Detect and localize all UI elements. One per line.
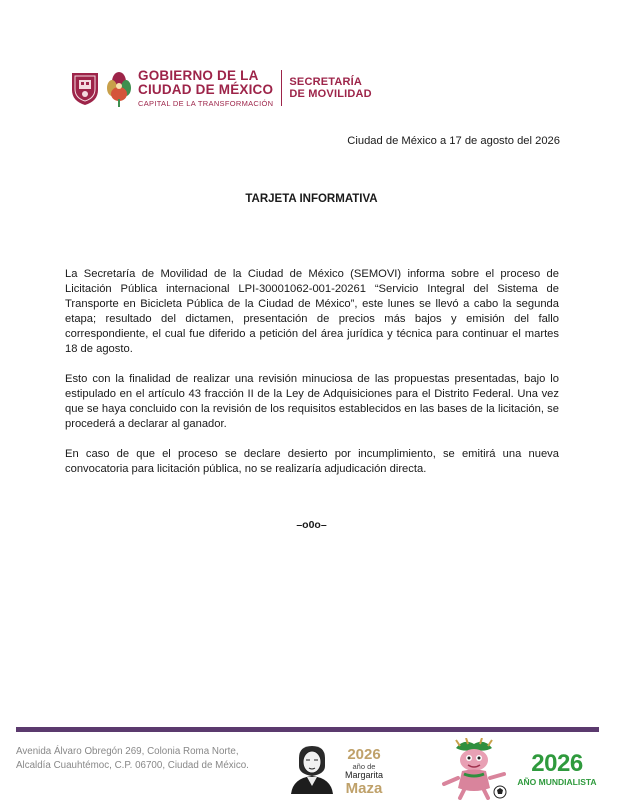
maza-ano-de: año de	[352, 762, 376, 771]
maza-last-name: Maza	[345, 779, 383, 797]
address-line-1: Avenida Álvaro Obregón 269, Colonia Roma Norte,	[16, 746, 239, 757]
paragraph-2: Esto con la finalidad de realizar una revisión minuciosa de las propuestas presentadas, bajo lo estipulado en el artículo 43 fracción II de la Ley de Adquisiciones para el Distrito Federal. Una vez que se haya concluido con la revisión de los requisitos establecidos en las bases de la licitación, se procederá a declarar al ganador.	[65, 373, 559, 430]
header-divider	[281, 70, 282, 106]
mundial-label: AÑO MUNDIALISTA	[517, 777, 597, 787]
government-name	[138, 69, 273, 108]
letterhead	[70, 67, 372, 109]
cdmx-crest-logo	[70, 70, 100, 106]
paragraph-3: En caso de que el proceso se declare desierto por incumplimiento, se emitirá una nueva convocatoria para licitación pública, no se realizaría adjudicación directa.	[65, 448, 559, 475]
address-line-2: Alcaldía Cuauhtémoc, C.P. 06700, Ciudad de México.	[16, 760, 249, 771]
document-title: TARJETA INFORMATIVA	[245, 193, 378, 205]
mundial-year: 2026	[531, 750, 583, 777]
maza-year: 2026	[347, 746, 381, 763]
margarita-maza-logo	[340, 747, 388, 796]
paragraph-1: La Secretaría de Movilidad de la Ciudad de México (SEMOVI) informa sobre el proceso de Licitación Pública internacional LPI-30001062-001-20261 “Servicio Integral del Sistema de Transporte en Bicicleta Pública de la Ciudad de México”, este lunes se llevó a cabo la segunda etapa; resultado del dictamen, presentación de precios más bajos y emisión del fallo correspondiente, el cual fue diferido a petición del área jurídica y técnica para continuar el martes 18 de agosto.	[65, 268, 559, 355]
footer-address	[16, 745, 249, 773]
closing-mark: –o0o–	[296, 519, 327, 531]
gov-line-2: CIUDAD DE MÉXICO	[138, 82, 274, 98]
secretariat-name	[289, 76, 371, 101]
gov-slogan: CAPITAL DE LA TRANSFORMACIÓN	[138, 98, 274, 108]
document-body	[65, 267, 559, 492]
margarita-maza-portrait-icon	[287, 744, 337, 794]
sec-line-1: SECRETARÍA	[289, 75, 363, 88]
cdmx-flower-logo	[104, 68, 134, 108]
gov-line-1: GOBIERNO DE LA	[138, 67, 259, 83]
document-date: Ciudad de México a 17 de agosto del 2026	[347, 135, 560, 147]
mundial-mascot-icon	[434, 738, 514, 800]
sec-line-2: DE MOVILIDAD	[289, 88, 372, 100]
footer-divider	[16, 727, 599, 732]
ano-mundialista-logo	[516, 752, 598, 787]
maza-first-name: Margarita	[344, 769, 383, 780]
